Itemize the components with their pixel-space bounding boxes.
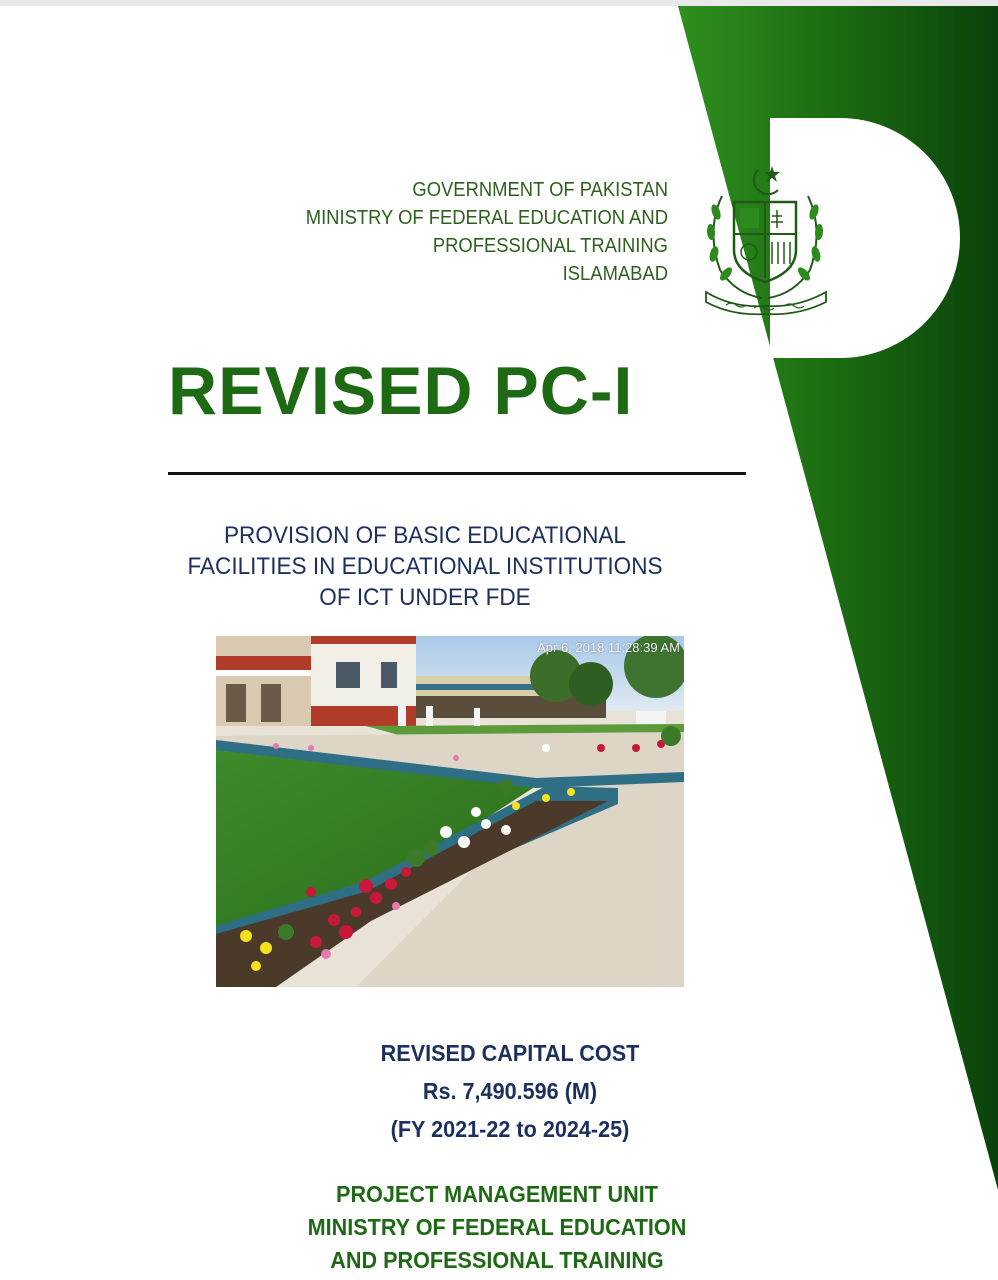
project-name bbox=[150, 520, 700, 613]
cost-period: (FY 2021-22 to 2024-25) bbox=[390, 1116, 630, 1142]
header-line-government: GOVERNMENT OF PAKISTAN bbox=[412, 179, 668, 201]
header-line-ministry: MINISTRY OF FEDERAL EDUCATION AND bbox=[305, 207, 668, 229]
government-header bbox=[190, 176, 668, 288]
footer-line-1: PROJECT MANAGEMENT UNIT bbox=[336, 1181, 658, 1207]
project-line-3: OF ICT UNDER FDE bbox=[319, 584, 531, 611]
header-line-training: PROFESSIONAL TRAINING bbox=[432, 235, 668, 257]
header-line-city: ISLAMABAD bbox=[562, 263, 668, 285]
document-title: REVISED PC-I bbox=[168, 353, 634, 429]
state-emblem-icon bbox=[692, 160, 840, 318]
project-management-unit bbox=[262, 1178, 732, 1277]
capital-cost-block bbox=[340, 1034, 680, 1148]
photo-timestamp: Apr 6, 2018 11:28:39 AM bbox=[537, 640, 680, 655]
school-courtyard-photo bbox=[216, 636, 684, 987]
project-line-1: PROVISION OF BASIC EDUCATIONAL bbox=[224, 522, 626, 549]
cost-amount: Rs. 7,490.596 (M) bbox=[422, 1078, 598, 1104]
title-divider bbox=[168, 472, 746, 475]
footer-line-2: MINISTRY OF FEDERAL EDUCATION bbox=[307, 1214, 687, 1240]
footer-line-3: AND PROFESSIONAL TRAINING bbox=[330, 1247, 664, 1273]
project-line-2: FACILITIES IN EDUCATIONAL INSTITUTIONS bbox=[187, 553, 663, 580]
cost-label: REVISED CAPITAL COST bbox=[380, 1040, 640, 1066]
